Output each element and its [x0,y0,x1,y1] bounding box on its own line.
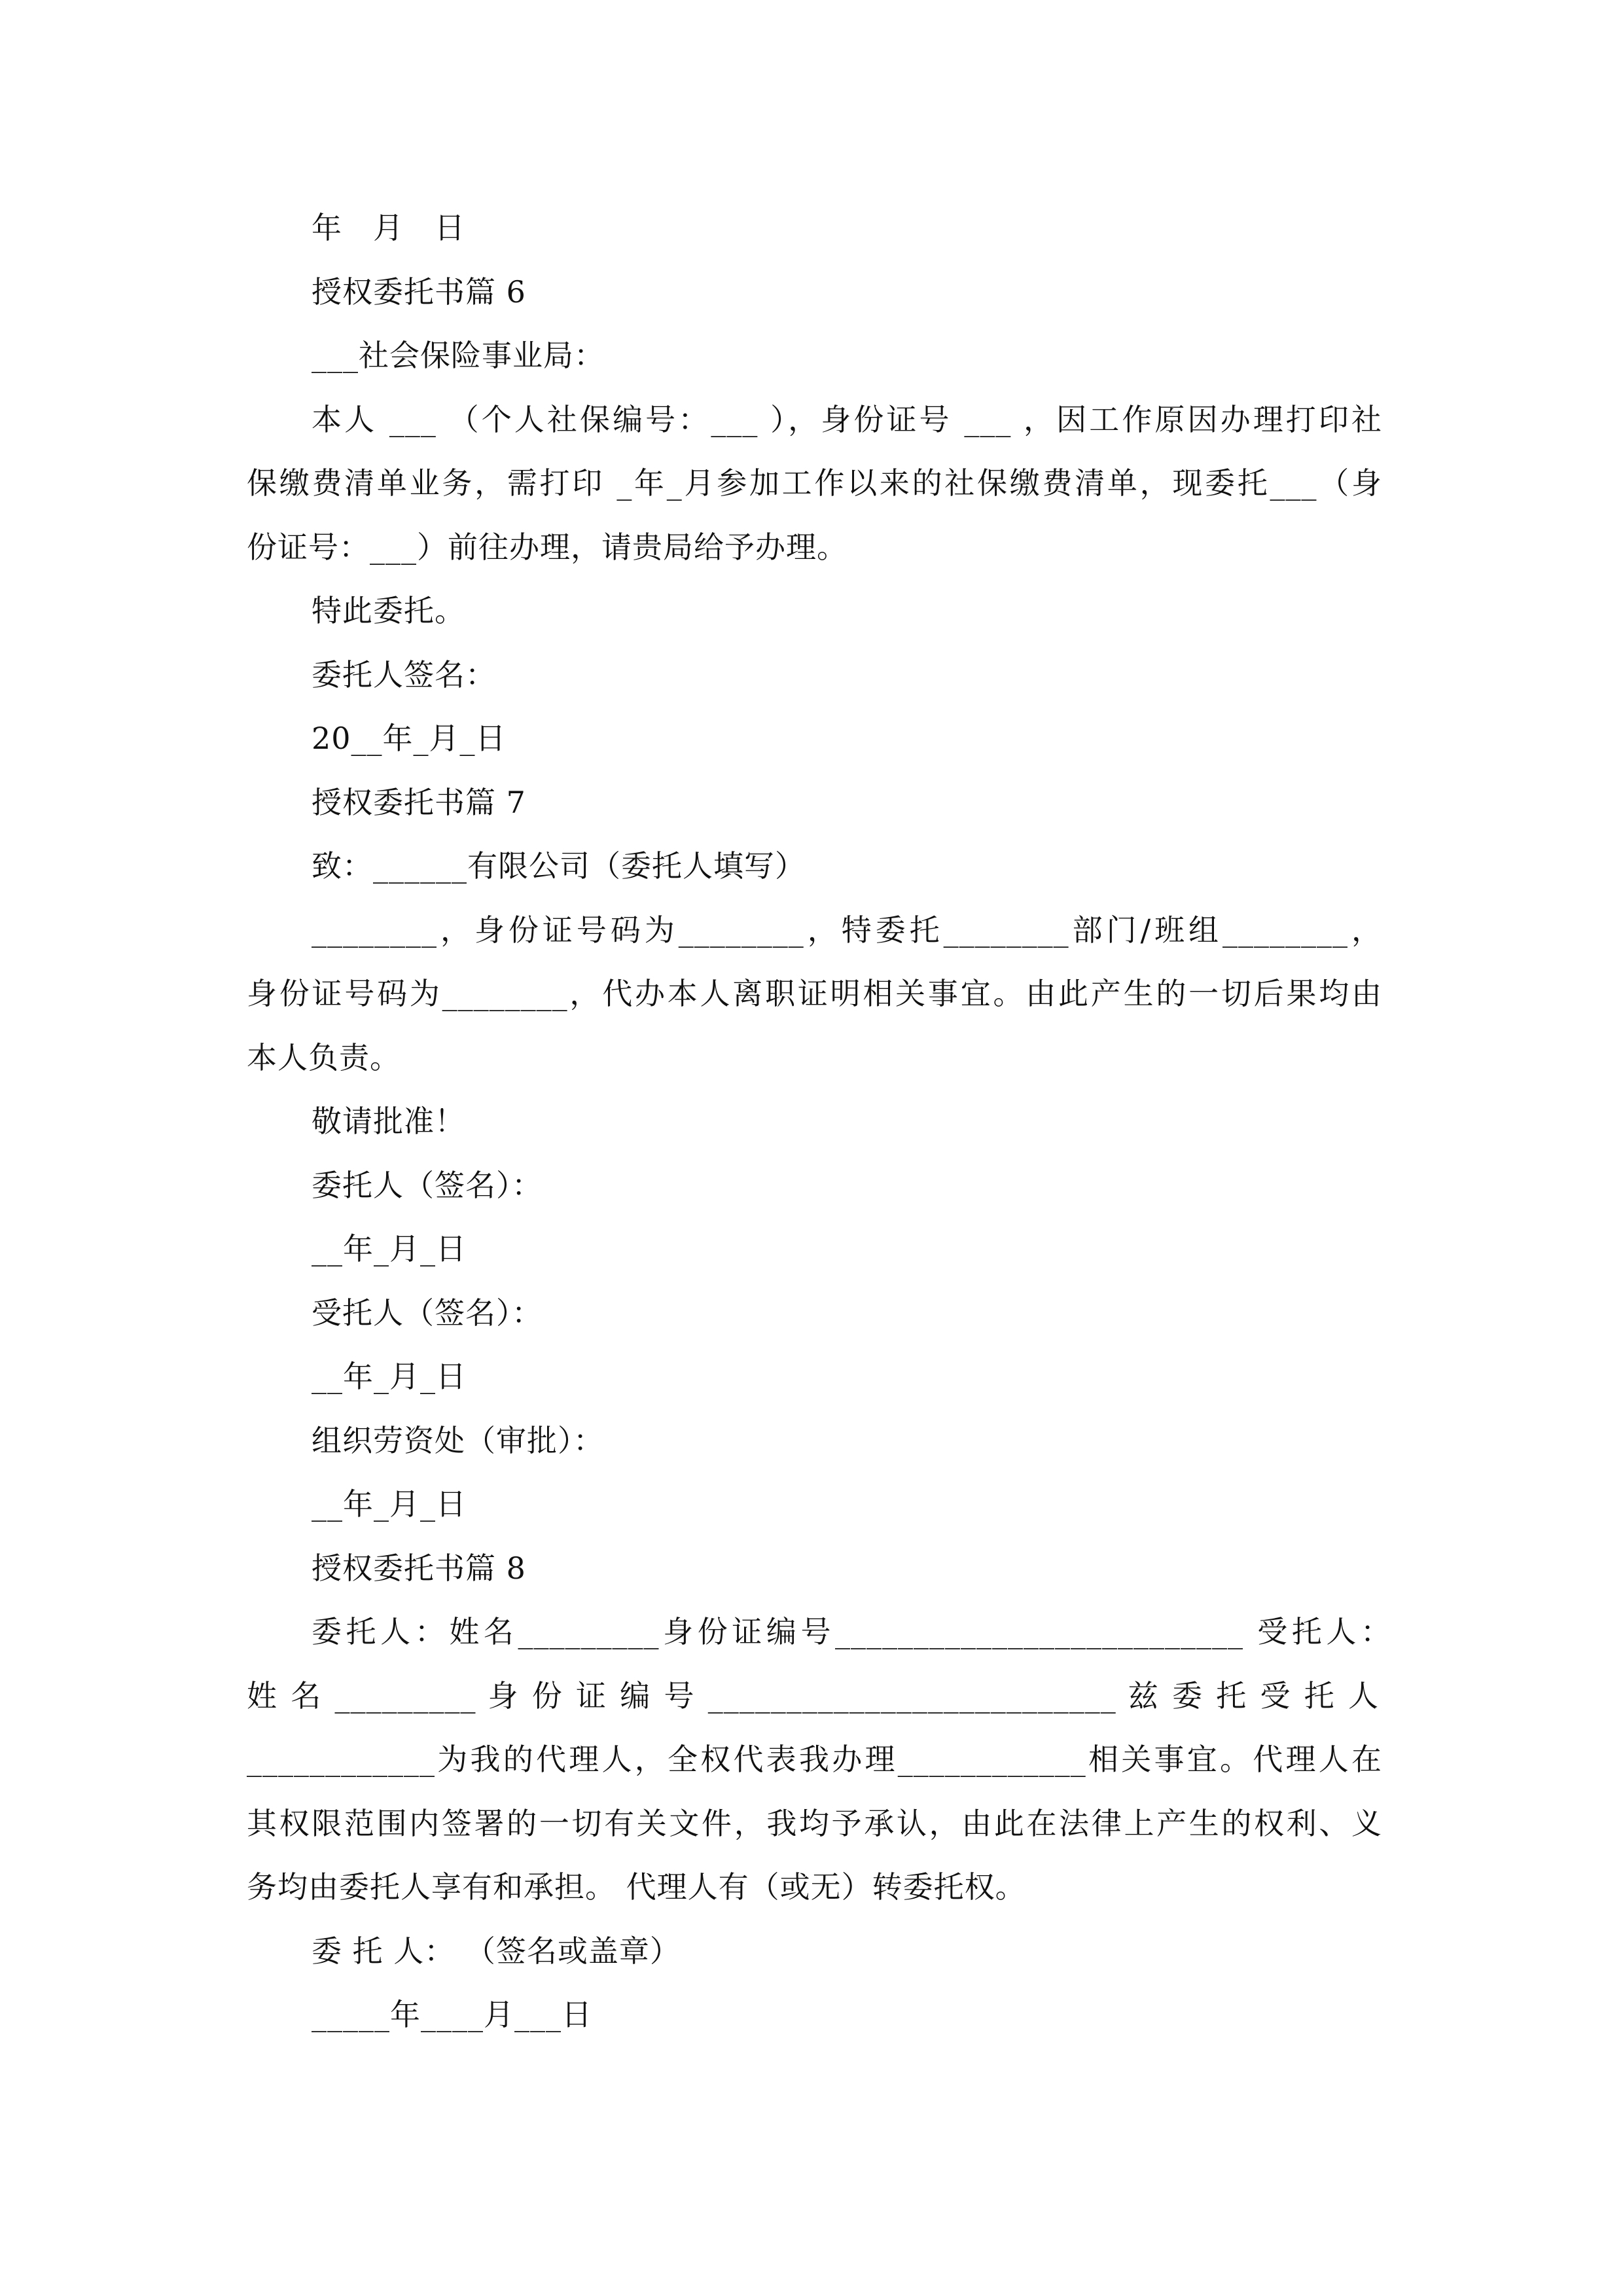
body-text-line: 务均由委托人享有和承担。 代理人有（或无）转委托权。 [247,1869,1026,1905]
body-text-line: ____________为我的代理人，全权代表我办理____________相关事宜。代理人在 [247,1742,1382,1777]
addressee-line: 致：______有限公司（委托人填写） [312,848,806,884]
date-line: 年 月 日 [312,210,465,245]
body-text-line: 本人负责。 [247,1040,401,1075]
body-text-line: 份证号：___）前往办理，请贵局给予办理。 [247,529,847,565]
body-text-line: ________，身份证号码为________，特委托________部门/班组________， [312,912,1382,948]
date-line: _____年____月___日 [312,1997,592,2032]
section-title-6: 授权委托书篇 6 [312,274,526,310]
body-text-line: 委托人：姓名_________身份证编号__________________________ 受托人： [312,1614,1391,1649]
body-text-line: 姓 名 _________ 身 份 证 编 号 __________________________ 兹 委 托 受 托 人 [247,1678,1379,1713]
signature-line: 组织劳资处（审批）： [312,1423,604,1458]
closing-line: 敬请批准！ [312,1103,465,1139]
date-line: __年_月_日 [312,1231,467,1266]
section-title-7: 授权委托书篇 7 [312,785,526,820]
closing-line: 特此委托。 [312,593,465,628]
signature-line: 委 托 人： （签名或盖章） [312,1933,681,1969]
section-title-8: 授权委托书篇 8 [312,1551,526,1586]
signature-line: 委托人（签名）： [312,1168,543,1203]
date-line: __年_月_日 [312,1486,467,1522]
addressee-line: ___社会保险事业局： [312,338,605,373]
body-text-line: 身份证号码为________，代办本人离职证明相关事宜。由此产生的一切后果均由 [247,976,1382,1011]
signature-line: 受托人（签名）： [312,1295,543,1331]
body-text-line: 其权限范围内签署的一切有关文件，我均予承认，由此在法律上产生的权利、义 [247,1806,1382,1841]
date-line: 20__年_月_日 [312,721,507,756]
signature-line: 委托人签名： [312,657,496,692]
date-line: __年_月_日 [312,1359,467,1394]
body-text-line: 保缴费清单业务，需打印 _年_月参加工作以来的社保缴费清单，现委托___（身 [247,465,1382,501]
body-text-line: 本人 ___ （个人社保编号：___ ），身份证号 ___ ，因工作原因办理打印社 [312,402,1382,437]
